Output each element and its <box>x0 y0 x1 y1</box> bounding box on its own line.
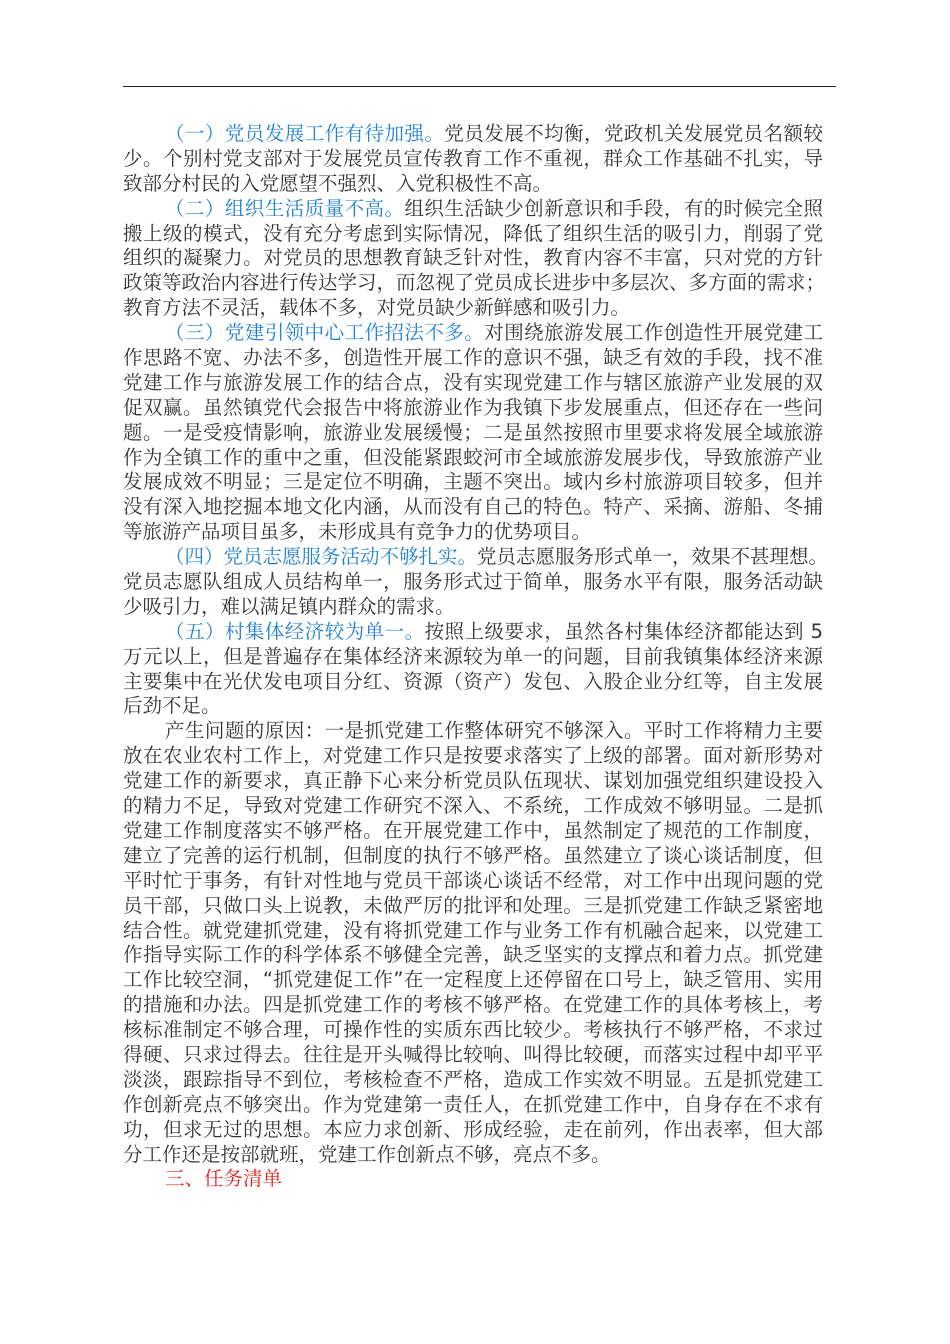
paragraph-line <box>123 421 823 446</box>
paragraph-text: 主要集中在光伏发电项目分红、资源（资产）发包、入股企业分红等，自主发展 <box>123 669 823 693</box>
paragraph-line <box>123 670 823 695</box>
paragraph-text: 按照上级要求，虽然各村集体经济都能达到 5 <box>424 619 823 643</box>
paragraph-line <box>123 495 823 520</box>
paragraph-text: 分工作还是按部就班，党建工作创新点不够，亮点不多。 <box>123 1142 611 1166</box>
paragraph-line <box>123 122 823 147</box>
paragraph-text: 教育方法不灵活，载体不多，对党员缺少新鲜感和吸引力。 <box>123 296 631 320</box>
paragraph-text: 党员发展不均衡，党政机关发展党员名额较 <box>444 122 823 145</box>
paragraph-line <box>123 520 823 545</box>
issue-heading: （一）党员发展工作有待加强。 <box>165 122 445 145</box>
paragraph-text: 功，但求无过的思想。本应力求创新、形成经验，走在前列，作出表率，但大部 <box>123 1117 823 1141</box>
paragraph-line <box>123 147 823 172</box>
issue-heading: （四）党员志愿服务活动不够扎实。 <box>165 545 478 569</box>
paragraph-text: 党建工作的新要求，真正静下心来分析党员队伍现状、谋划加强党组织建设投入 <box>123 769 823 793</box>
paragraph-line <box>123 1118 823 1143</box>
paragraph-line <box>123 1068 823 1093</box>
paragraph-text: 搬上级的模式，没有充分考虑到实际情况，降低了组织生活的吸引力，削弱了党 <box>123 221 823 245</box>
paragraph-line <box>123 794 823 819</box>
paragraph-line <box>123 570 823 595</box>
paragraph-text: 题。一是受疫情影响，旅游业发展缓慢；二是虽然按照市里要求将发展全域旅游 <box>123 420 823 444</box>
paragraph-line <box>123 694 823 719</box>
paragraph-text: 作指导实际工作的科学体系不够健全完善，缺乏坚实的支撑点和着力点。抓党建 <box>123 943 823 967</box>
paragraph-text: 建立了完善的运行机制，但制度的执行不够严格。虽然建立了谈心谈话制度，但 <box>123 843 823 867</box>
paragraph-text: 核标准制定不够合理，可操作性的实质东西比较少。考核执行不够严格，不求过 <box>123 1018 823 1042</box>
paragraph-text: 少吸引力，难以满足镇内群众的需求。 <box>123 594 455 618</box>
paragraph-text: 结合性。就党建抓党建，没有将抓党建工作与业务工作有机融合起来，以党建工 <box>123 918 823 942</box>
paragraph-line <box>123 222 823 247</box>
paragraph-text: 党员志愿服务形式单一，效果不甚理想。 <box>477 545 829 569</box>
paragraph-line <box>123 943 823 968</box>
paragraph-line <box>123 645 823 670</box>
paragraph-line <box>123 769 823 794</box>
paragraph-line <box>123 894 823 919</box>
paragraph-line <box>123 968 823 993</box>
paragraph-line <box>123 396 823 421</box>
paragraph-line <box>123 271 826 296</box>
paragraph-text: 致部分村民的入党愿望不强烈、入党积极性不高。 <box>123 171 553 195</box>
paragraph-text: 组织的凝聚力。对党员的思想教育缺乏针对性，教育内容不丰富，只对党的方针 <box>123 246 823 270</box>
paragraph-line <box>123 296 823 321</box>
paragraph-text: 作思路不宽、办法不多，创造性开展工作的意识不强，缺乏有效的手段，找不准 <box>123 346 823 370</box>
paragraph-line <box>123 371 823 396</box>
paragraph-text: 工作比较空洞，“抓党建促工作”在一定程度上还停留在口号上，缺乏管用、实用 <box>123 968 823 992</box>
paragraph-text: 作为全镇工作的重中之重，但没能紧跟蛟河市全域旅游发展步伐，导致旅游产业 <box>123 445 823 469</box>
paragraph-line <box>123 321 823 346</box>
paragraph-line <box>123 819 823 844</box>
paragraph-line <box>123 869 823 894</box>
document-body <box>123 122 829 1192</box>
paragraph-line <box>123 1143 823 1168</box>
issue-heading: （五）村集体经济较为单一。 <box>165 619 425 643</box>
paragraph-text: 的措施和办法。四是抓党建工作的考核不够严格。在党建工作的具体考核上，考 <box>123 993 823 1017</box>
paragraph-text: 作创新亮点不够突出。作为党建第一责任人，在抓党建工作中，自身存在不求有 <box>123 1092 823 1116</box>
paragraph-text: 党建工作与旅游发展工作的结合点，没有实现党建工作与辖区旅游产业发展的双 <box>123 370 823 394</box>
paragraph-line <box>123 620 823 645</box>
paragraph-text: 万元以上，但是普遍存在集体经济来源较为单一的问题，目前我镇集体经济来源 <box>123 644 823 668</box>
paragraph-text: 促双赢。虽然镇党代会报告中将旅游业作为我镇下步发展重点，但还存在一些问 <box>123 395 823 419</box>
paragraph-text: 产生问题的原因：一是抓党建工作整体研究不够深入。平时工作将精力主要 <box>165 719 823 743</box>
paragraph-line <box>123 595 823 620</box>
paragraph-line <box>123 993 823 1018</box>
paragraph-text: 放在农业农村工作上，对党建工作只是按要求落实了上级的部署。面对新形势对 <box>123 744 823 768</box>
paragraph-line <box>123 545 829 570</box>
paragraph-line <box>123 346 823 371</box>
paragraph-line <box>123 470 823 495</box>
paragraph-text: 政策等政治内容进行传达学习，而忽视了党员成长进步中多层次、多方面的需求； <box>123 271 826 295</box>
issue-heading: （三）党建引领中心工作招法不多。 <box>165 321 485 345</box>
paragraph-text: 等旅游产品项目虽多，未形成具有竞争力的优势项目。 <box>123 520 592 544</box>
paragraph-text: 后劲不足。 <box>123 694 221 718</box>
paragraph-text: 得硬、只求过得去。往往是开头喊得比较响、叫得比较硬，而落实过程中却平平 <box>123 1042 823 1066</box>
paragraph-line <box>123 744 823 769</box>
section-heading: 三、任务清单 <box>165 1167 283 1191</box>
paragraph-line <box>123 844 823 869</box>
paragraph-text: 党建工作制度落实不够严格。在开展党建工作中，虽然制定了规范的工作制度， <box>123 818 823 842</box>
paragraph-text: 淡淡，跟踪指导不到位，考核检查不严格，造成工作实效不明显。五是抓党建工 <box>123 1067 823 1091</box>
header-rule <box>123 86 836 87</box>
paragraph-line <box>123 1043 823 1068</box>
paragraph-text: 平时忙于事务，有针对性地与党员干部谈心谈话不经常，对工作中出现问题的党 <box>123 868 823 892</box>
paragraph-line <box>123 1018 823 1043</box>
paragraph-line <box>123 246 823 271</box>
paragraph-text: 组织生活缺少创新意识和手段，有的时候完全照 <box>404 196 823 220</box>
paragraph-line <box>123 446 823 471</box>
paragraph-text: 少。个别村党支部对于发展党员宣传教育工作不重视，群众工作基础不扎实，导 <box>123 146 823 170</box>
paragraph-text: 员干部，只做口头上说教，未做严厉的批评和处理。三是抓党建工作缺乏紧密地 <box>123 893 823 917</box>
paragraph-line <box>123 919 823 944</box>
paragraph-text: 的精力不足，导致对党建工作研究不深入、不系统，工作成效不够明显。二是抓 <box>123 794 823 818</box>
paragraph-line <box>123 197 823 222</box>
paragraph-line <box>123 172 823 197</box>
paragraph-text: 没有深入地挖掘本地文化内涵，从而没有自己的特色。特产、采摘、游船、冬捕 <box>123 495 823 519</box>
paragraph-text: 党员志愿队组成人员结构单一，服务形式过于简单，服务水平有限，服务活动缺 <box>123 570 823 594</box>
paragraph-text: 对围绕旅游发展工作创造性开展党建工 <box>484 321 823 345</box>
paragraph-text: 发展成效不明显；三是定位不明确，主题不突出。域内乡村旅游项目较多，但并 <box>123 470 823 494</box>
paragraph-line <box>123 719 823 744</box>
paragraph-line <box>123 1093 823 1118</box>
issue-heading: （二）组织生活质量不高。 <box>165 196 405 220</box>
